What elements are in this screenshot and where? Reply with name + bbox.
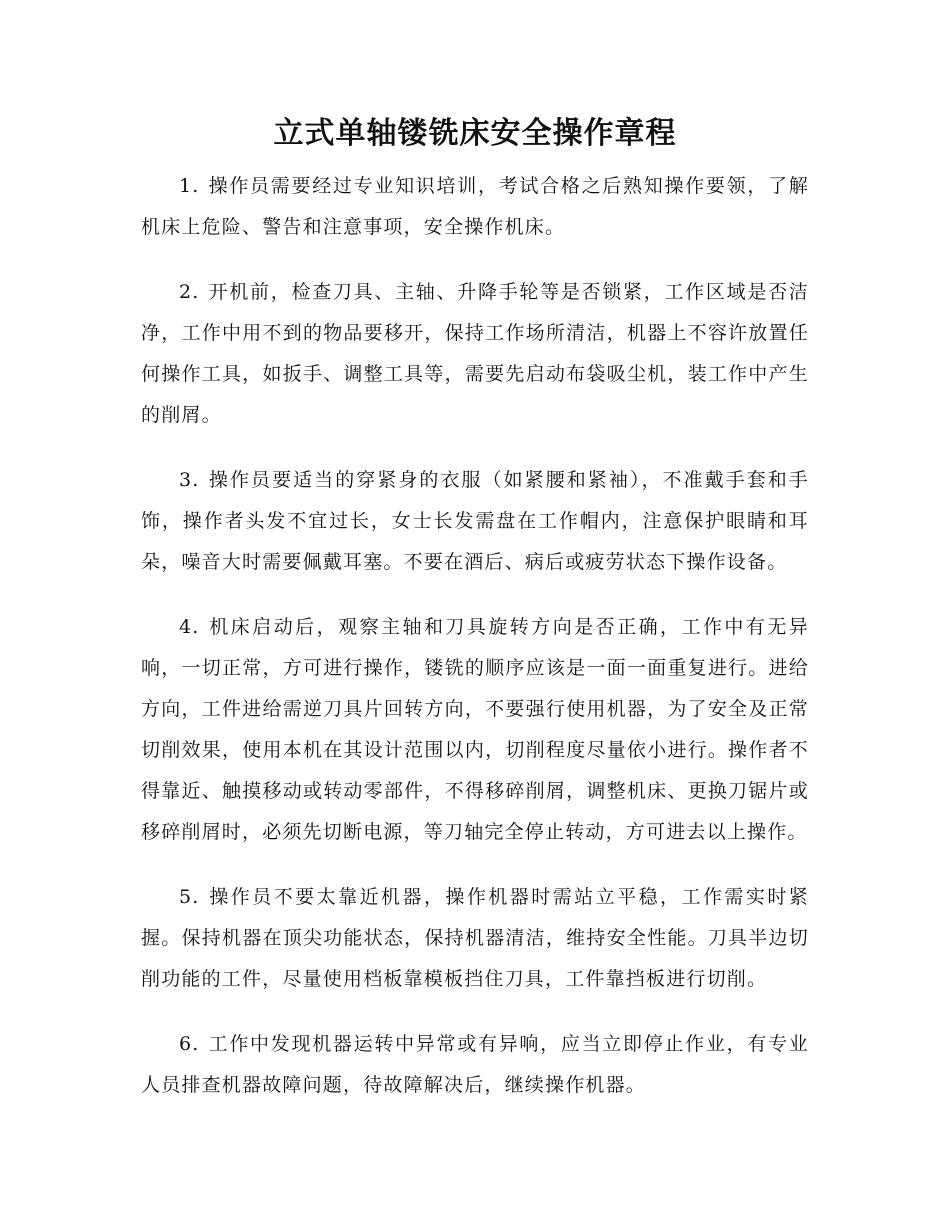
section-5-text: 操作员不要太靠近机器，操作机器时需站立平稳，工作需实时紧握。保持机器在顶尖功能状态，保持机器清洁，维持安全性能。刀具半边切削功能的工件，尽量使用档板靠模板挡住刀具，工件靠挡板进行切削。 (141, 886, 809, 990)
section-4 (141, 607, 809, 853)
document-body (141, 166, 809, 1130)
section-2-text: 开机前，检查刀具、主轴、升降手轮等是否锁紧，工作区域是否洁净，工作中用不到的物品要移开，保持工作场所清洁，机器上不容许放置任何操作工具，如扳手、调整工具等，需要先启动布袋吸尘机，装工作中产生的削屑。 (141, 281, 809, 426)
section-5 (141, 877, 809, 1000)
section-6 (141, 1024, 809, 1106)
document-title: 立式单轴镂铣床安全操作章程 (273, 116, 677, 151)
section-1-number: 1. (179, 175, 200, 197)
section-6-number: 6. (179, 1033, 200, 1055)
section-1-text: 操作员需要经过专业知识培训，考试合格之后熟知操作要领，了解机床上危险、警告和注意事项，安全操作机床。 (141, 175, 809, 238)
section-2 (141, 272, 809, 436)
section-4-text: 机床启动后，观察主轴和刀具旋转方向是否正确，工作中有无异响，一切正常，方可进行操作，镂铣的顺序应该是一面一面重复进行。进给方向，工件进给需逆刀具片回转方向，不要强行使用机器，为了安全及正常切削效果，使用本机在其设计范围以内，切削程度尽量依小进行。操作者不得靠近、触摸移动或转动零部件，不得移碎削屑，调整机床、更换刀锯片或移碎削屑时，必须先切断电源，等刀轴完全停止转动，方可进去以上操作。 (141, 616, 809, 843)
section-4-number: 4. (179, 616, 200, 638)
section-1 (141, 166, 809, 248)
section-2-number: 2. (179, 281, 200, 303)
section-3-number: 3. (179, 469, 200, 491)
section-6-text: 工作中发现机器运转中异常或有异响，应当立即停止作业，有专业人员排查机器故障问题，待故障解决后，继续操作机器。 (141, 1033, 809, 1096)
section-5-number: 5. (179, 886, 200, 908)
section-3-text: 操作员要适当的穿紧身的衣服（如紧腰和紧袖），不准戴手套和手饰，操作者头发不宜过长，女士长发需盘在工作帽内，注意保护眼睛和耳朵，噪音大时需要佩戴耳塞。不要在酒后、病后或疲劳状态下操作设备。 (141, 469, 809, 573)
section-3 (141, 460, 809, 583)
